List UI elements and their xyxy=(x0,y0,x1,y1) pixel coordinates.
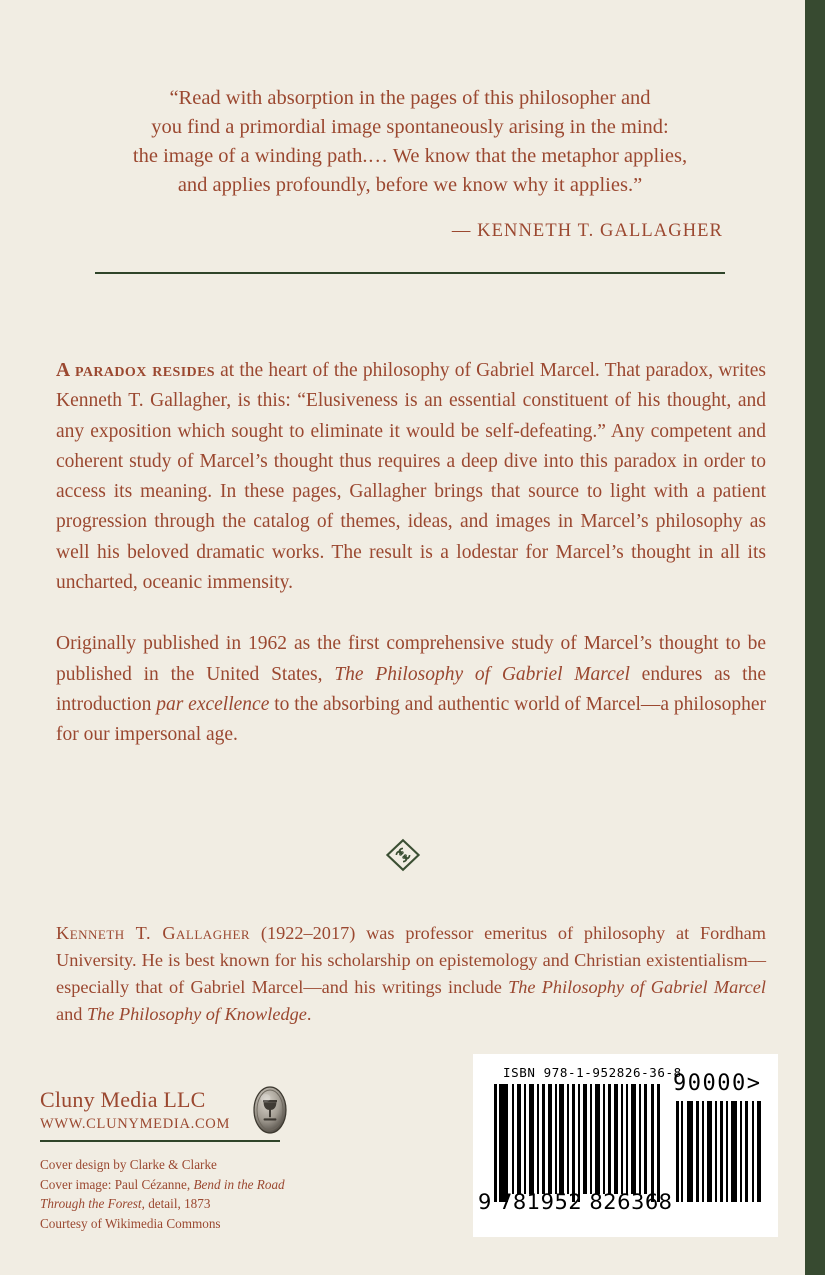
author-bio-part-3: . xyxy=(306,1004,312,1024)
publisher-text xyxy=(40,1085,230,1135)
price-code-label: 90000> xyxy=(673,1071,762,1096)
author-name: Kenneth T. Gallagher xyxy=(56,923,251,943)
credit-line-image xyxy=(40,1175,370,1195)
pull-quote-line-3: the image of a winding path.… We know that the metaphor applies, xyxy=(132,145,688,167)
publisher-block xyxy=(40,1085,290,1135)
description-lead-in: A paradox resides xyxy=(56,360,215,381)
section-ornament xyxy=(0,838,805,872)
barcode-panel xyxy=(473,1054,778,1237)
quatrefoil-diamond-ornament xyxy=(385,838,421,872)
cluny-chalice-medallion xyxy=(250,1085,290,1135)
author-book-title-1: The Philosophy of Gabriel Marcel xyxy=(508,977,766,997)
description-paragraph-2-part-1: Originally published in 1962 as the first comprehensive study of Marcel’s thought to be published in the United States, xyxy=(56,633,766,685)
cover-credits xyxy=(40,1155,370,1233)
credit-artwork-title-part-2: Through the Forest xyxy=(40,1196,142,1212)
pull-quote xyxy=(95,84,725,242)
ean-digits-label: 9 781952 826368 xyxy=(478,1190,673,1214)
description-paragraph-1-body: at the heart of the philosophy of Gabriel Marcel. That paradox, writes Kenneth T. Gallagher, is this: “Elusiveness is an essential constituent of his thought, and any exposition which sought to eliminate it would be self-defeating.” Any competent and coherent study of Marcel’s thought thus requires a deep dive into this paradox in order to access its meaning. In these pages, Gallagher brings that source to light with a patient progression through the catalog of themes, ideas, and images in Marcel’s philosophy as well his beloved dramatic works. The result is a lodestar for Marcel’s thought in all its uncharted, oceanic immensity. xyxy=(56,360,766,594)
pull-quote-line-4: and applies profoundly, before we know why it applies.” xyxy=(177,174,643,196)
quote-divider-rule xyxy=(95,272,725,274)
description-paragraph-1 xyxy=(56,356,766,598)
author-bio xyxy=(56,920,766,1028)
description-paragraph-2-part-2: endures as the introduction xyxy=(56,663,766,715)
credit-line-image-continued xyxy=(40,1194,370,1214)
pull-quote-line-1: “Read with absorption in the pages of this philosopher and xyxy=(169,87,651,109)
publisher-name: Cluny Media LLC xyxy=(40,1087,206,1112)
ean13-barcode xyxy=(494,1084,662,1202)
pull-quote-line-2: you find a primordial image spontaneously arising in the mind: xyxy=(151,116,669,138)
isbn-label: ISBN 978-1-952826-36-8 xyxy=(503,1065,682,1080)
author-bio-paragraph xyxy=(56,920,766,1028)
book-title-italic-1: The Philosophy of Gabriel Marcel xyxy=(334,663,630,685)
spine-color-strip xyxy=(805,0,825,1275)
author-bio-part-2: and xyxy=(56,1004,87,1024)
publisher-divider-rule xyxy=(40,1140,280,1142)
publisher-website[interactable]: WWW.CLUNYMEDIA.COM xyxy=(40,1116,231,1132)
credit-artwork-title-part-1: Bend in the Road xyxy=(193,1176,285,1192)
description-paragraph-2 xyxy=(56,629,766,750)
pull-quote-attribution: — KENNETH T. GALLAGHER xyxy=(451,221,723,241)
description-copy xyxy=(56,356,766,751)
phrase-par-excellence: par excellence xyxy=(156,693,270,715)
credit-line-courtesy: Courtesy of Wikimedia Commons xyxy=(40,1215,221,1231)
price-addon-barcode xyxy=(676,1101,764,1202)
author-bio-part-1: (1922–2017) was professor emeritus of philosophy at Fordham University. He is best known for his scholarship on epistemology and Christian existentialism—especially that of Gabriel Marcel—and his writings include xyxy=(56,923,766,997)
description-paragraph-2-part-3: to the absorbing and authentic world of Marcel—a philosopher for our impersonal age. xyxy=(56,693,766,746)
credit-line-design: Cover design by Clarke & Clarke xyxy=(40,1157,217,1172)
credit-image-prefix: Cover image: Paul Cézanne, xyxy=(40,1176,194,1192)
publisher-row xyxy=(40,1085,290,1135)
author-book-title-2: The Philosophy of Knowledge xyxy=(86,1004,307,1024)
credit-artwork-detail: , detail, 1873 xyxy=(141,1196,211,1212)
